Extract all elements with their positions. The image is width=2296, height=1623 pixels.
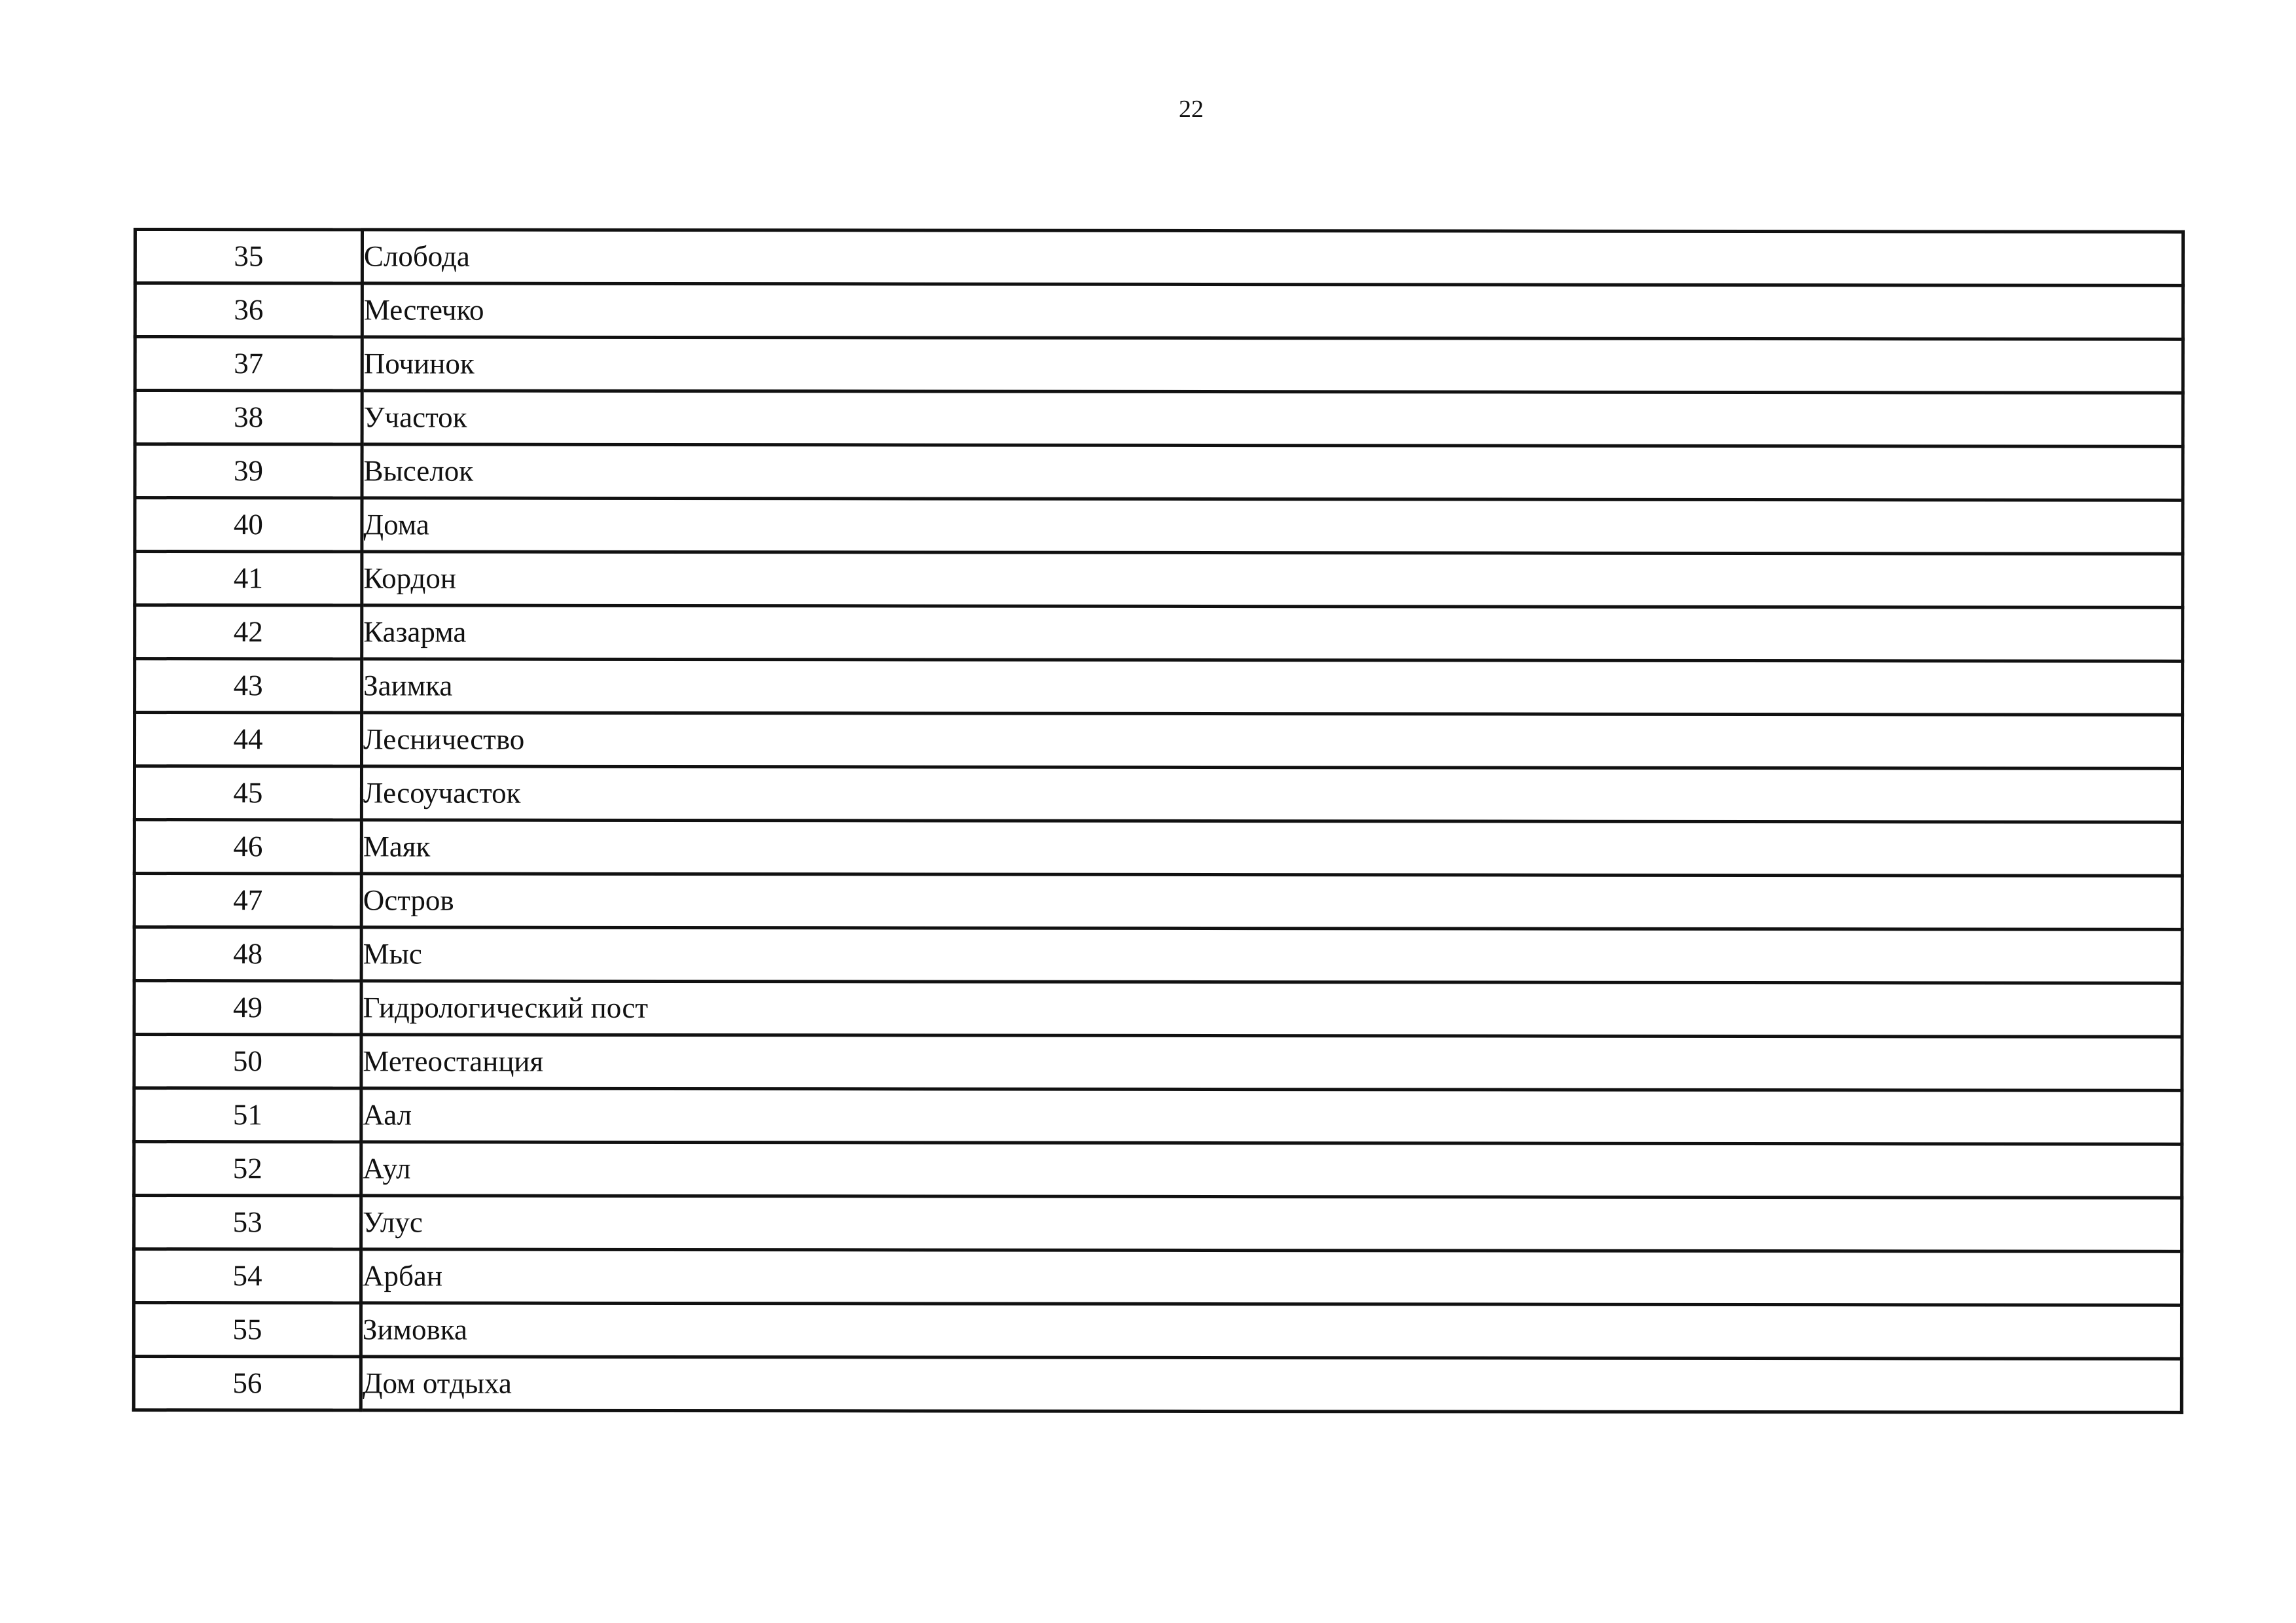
table-row [135,337,2183,393]
settlement-type-cell: Кордон [362,552,2183,607]
table-row [134,766,2182,823]
settlement-type-cell: Маяк [361,820,2182,876]
settlement-type-cell: Гидрологический пост [361,981,2182,1037]
settlement-type-cell: Заимка [362,659,2183,715]
table-row [134,1357,2181,1413]
settlement-type-cell: Выселок [362,444,2183,500]
row-number-cell: 40 [135,498,362,552]
table-row [134,1303,2181,1359]
settlement-types-table [132,228,2185,1414]
row-number-cell: 46 [134,820,361,874]
settlement-type-cell: Аал [361,1088,2182,1144]
settlement-type-cell: Лесничество [361,713,2182,768]
settlement-types-table-container [134,228,2185,1412]
table-row [134,981,2182,1037]
table-row [135,552,2183,608]
row-number-cell: 54 [134,1249,361,1303]
row-number-cell: 42 [135,605,362,659]
row-number-cell: 37 [135,337,362,391]
row-number-cell: 39 [135,444,362,498]
settlement-type-cell: Дома [362,498,2183,554]
table-row [135,444,2183,501]
settlement-type-cell: Улус [361,1196,2182,1251]
settlement-type-cell: Участок [362,391,2183,446]
row-number-cell: 44 [134,713,361,766]
table-row [134,927,2182,984]
row-number-cell: 41 [135,552,362,605]
row-number-cell: 53 [134,1196,361,1249]
table-body [134,230,2183,1413]
row-number-cell: 35 [135,230,362,283]
table-row [134,1088,2182,1145]
table-row [135,283,2183,340]
settlement-type-cell: Мыс [361,927,2182,983]
table-row [134,713,2182,769]
table-row [134,1035,2182,1091]
row-number-cell: 36 [135,283,362,337]
settlement-type-cell: Метеостанция [361,1035,2182,1090]
settlement-type-cell: Зимовка [361,1303,2181,1359]
row-number-cell: 56 [134,1357,361,1410]
settlement-type-cell: Дом отдыха [361,1357,2181,1412]
settlement-type-cell: Починок [362,337,2183,393]
table-row [134,820,2182,876]
settlement-type-cell: Лесоучасток [361,766,2182,822]
row-number-cell: 38 [135,391,362,444]
table-row [134,1249,2181,1306]
table-row [135,498,2183,554]
table-row [134,1142,2182,1198]
page-number: 22 [1179,96,1204,123]
settlement-type-cell: Казарма [362,605,2183,661]
table-row [135,605,2183,662]
table-row [135,659,2183,715]
table-row [135,391,2183,447]
row-number-cell: 52 [134,1142,361,1196]
settlement-type-cell: Слобода [362,230,2183,285]
row-number-cell: 50 [134,1035,361,1088]
table-row [135,230,2183,286]
row-number-cell: 55 [134,1303,361,1357]
row-number-cell: 48 [134,927,361,981]
settlement-type-cell: Аул [361,1142,2182,1198]
table-row [134,1196,2182,1252]
settlement-type-cell: Арбан [361,1249,2181,1305]
row-number-cell: 45 [134,766,361,820]
settlement-type-cell: Остров [361,874,2182,929]
settlement-type-cell: Местечко [362,283,2183,339]
row-number-cell: 49 [134,981,361,1035]
table-row [134,874,2182,930]
row-number-cell: 51 [134,1088,361,1142]
row-number-cell: 43 [135,659,362,713]
row-number-cell: 47 [134,874,361,927]
